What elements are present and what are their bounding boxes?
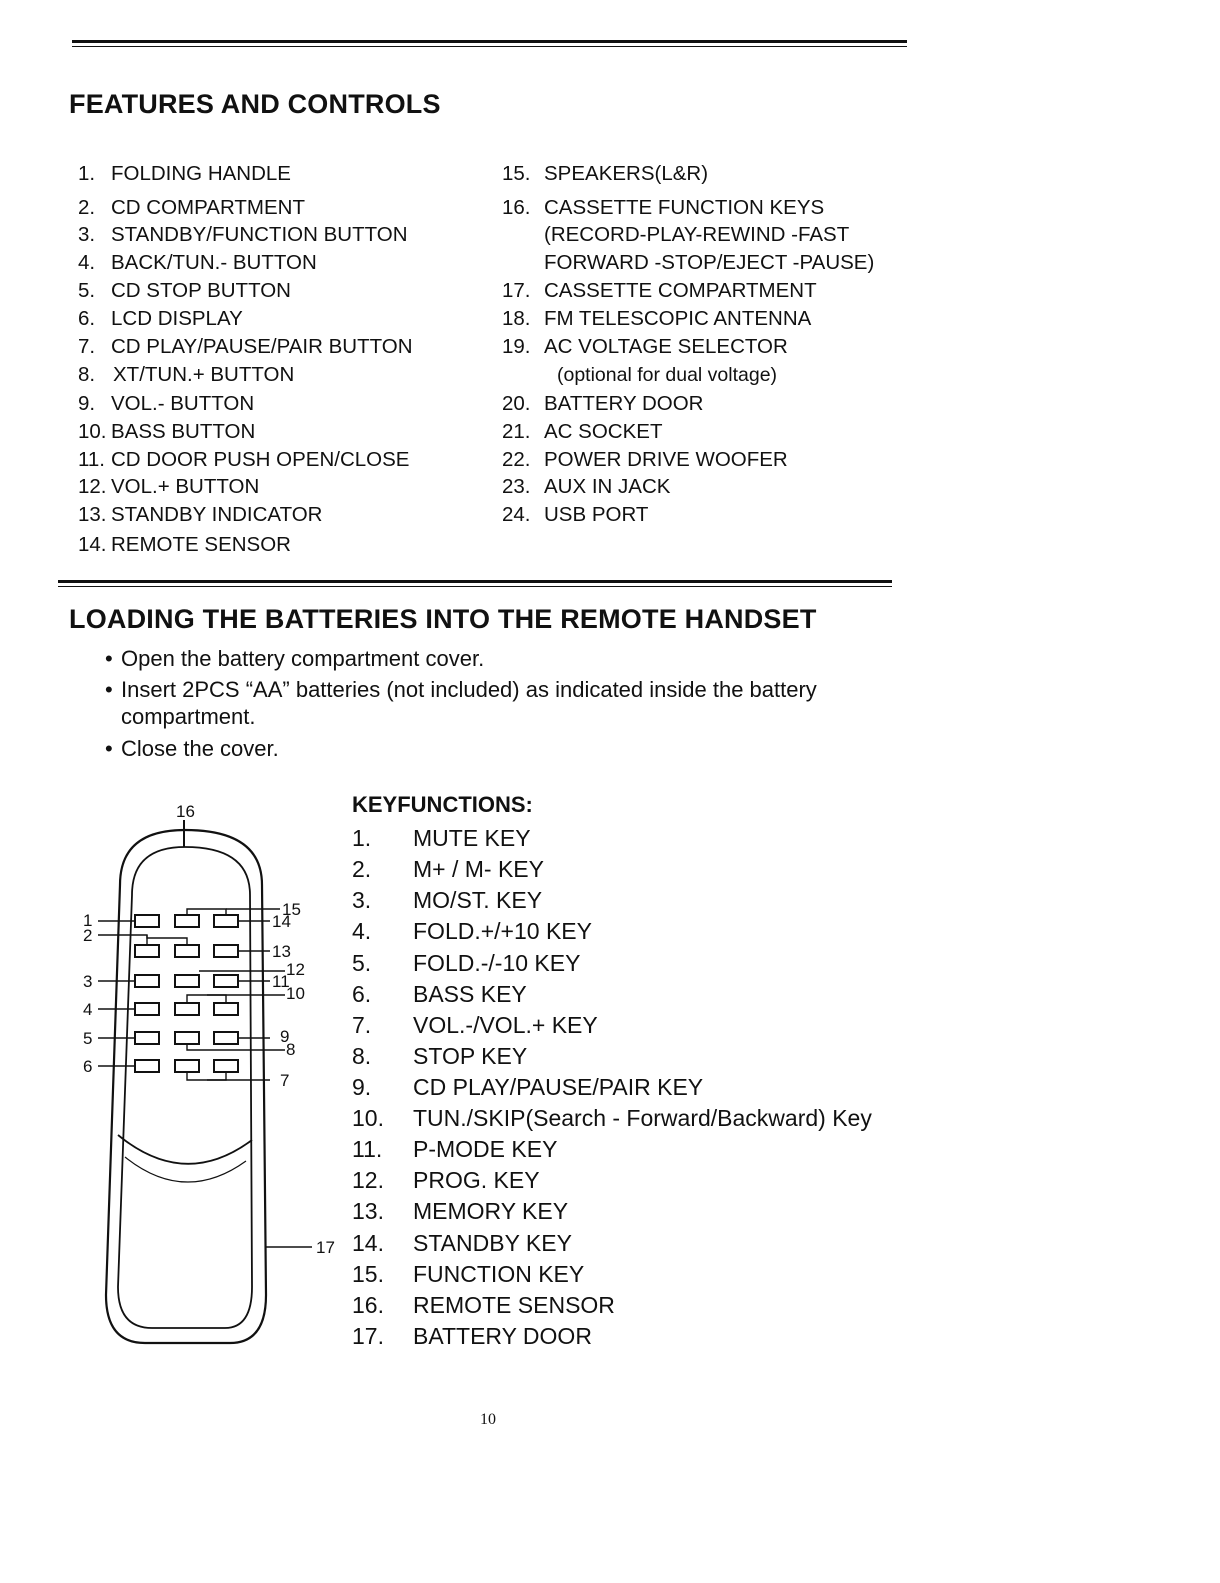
diagram-label: 13 — [272, 942, 291, 961]
diagram-label: 4 — [83, 1000, 93, 1019]
diagram-label: 15 — [282, 900, 301, 919]
section-rule — [58, 580, 892, 587]
batteries-title: LOADING THE BATTERIES INTO THE REMOTE HANDSET — [69, 604, 817, 634]
features-title: FEATURES AND CONTROLS — [69, 89, 441, 119]
diagram-label: 17 — [316, 1238, 335, 1257]
diagram-label: 12 — [286, 960, 305, 979]
diagram-label: 6 — [83, 1057, 93, 1076]
diagram-label: 1 — [83, 911, 93, 930]
diagram-label: 14 — [272, 912, 291, 931]
bullet-list: • Open the battery compartment cover. • Insert 2PCS “AA” batteries (not included) as indicated inside the battery compartment. • Close the cover. — [105, 646, 817, 761]
keyfunctions-list: 1. MUTE KEY 2. M+ / M- KEY 3. MO/ST. KEY 4. FOLD.+/+10 KEY 5. FOLD.-/-10 KEY 6. BASS KEY 7. VOL.-/VOL.+ KEY 8. STOP KEY 9. CD PLAY/PAUSE/PAIR KEY 10. TUN./SKIP(Search - Forward/Backward) Key 11. P-MODE KEY 12. PROG. KEY 13. MEMORY KEY 14. STANDBY KEY 15. FUNCTION KEY 16. REMOTE SENSOR 17. BATTERY DOOR — [352, 825, 872, 1349]
diagram-label: 2 — [83, 926, 93, 945]
diagram-label: 5 — [83, 1029, 93, 1048]
features-right-list: 15. SPEAKERS(L&R) 16. CASSETTE FUNCTION KEYS (RECORD-PLAY-REWIND -FAST FORWARD -STOP/EJECT -PAUSE) 17. CASSETTE COMPARTMENT 18. FM TELESCOPIC ANTENNA 19. AC VOLTAGE SELECTOR (optional for dual voltage) 20. BATTERY DOOR 21. AC SOCKET 22. POWER DRIVE WOOFER 23. AUX IN JACK 24. USB PORT — [502, 162, 875, 526]
diagram-label: 8 — [286, 1040, 296, 1059]
keyfunctions-title: KEYFUNCTIONS: — [352, 792, 533, 817]
diagram-label: 16 — [176, 802, 195, 821]
diagram-label: 3 — [83, 972, 93, 991]
remote-diagram — [80, 795, 350, 1355]
diagram-label: 10 — [286, 984, 305, 1003]
diagram-label: 7 — [280, 1071, 290, 1090]
page-number: 10 — [480, 1411, 496, 1428]
top-rule — [72, 40, 907, 47]
features-left-list: 1. FOLDING HANDLE 2. CD COMPARTMENT 3. STANDBY/FUNCTION BUTTON 4. BACK/TUN.- BUTTON 5. CD STOP BUTTON 6. LCD DISPLAY 7. CD PLAY/PAUSE/PAIR BUTTON 8. XT/TUN.+ BUTTON 9. VOL.- BUTTON 10. BASS BUTTON 11. CD DOOR PUSH OPEN/CLOSE 12. VOL.+ BUTTON 13. STANDBY INDICATOR 14. REMOTE SENSOR — [78, 162, 413, 556]
diagram-label: 9 — [280, 1027, 290, 1046]
diagram-label: 11 — [272, 972, 290, 991]
